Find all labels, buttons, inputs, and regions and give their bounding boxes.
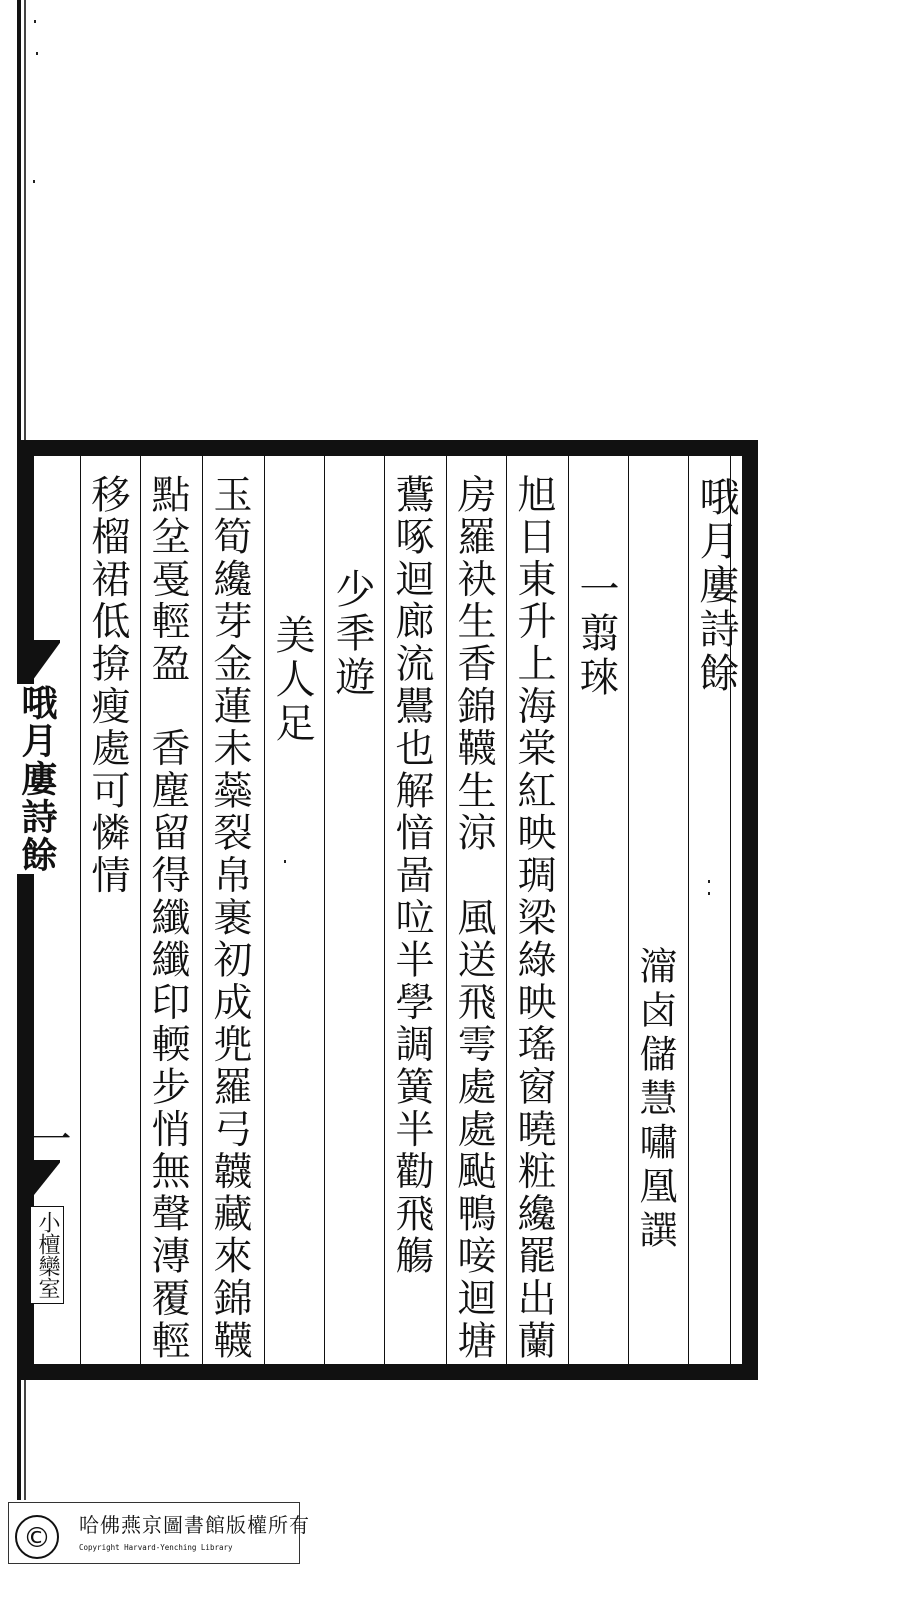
verse-line-5: 點坌戞輕盈 香塵留得纖纖印輭步悄無聲漙覆輕 (145, 474, 190, 1363)
copyright-chinese: 哈佛燕京圖書館版權所有 (79, 1513, 310, 1537)
column-rule (628, 456, 629, 1364)
column-rule (202, 456, 203, 1364)
studio-name: 小檀欒室 (30, 1206, 64, 1304)
centerfold-title: 哦月廔詩餘 (12, 684, 63, 874)
copyright-icon: © (15, 1515, 59, 1559)
column-rule (506, 456, 507, 1364)
verse-line-6: 移榴裙低揜瘦處可憐情 (85, 474, 130, 897)
column-rule (568, 456, 569, 1364)
column-rule (140, 456, 141, 1364)
verse-line-4: 玉筍纔芽金蓮未蘂裂帛裹初成兠羅弓韤藏來錦韈 (207, 474, 252, 1363)
verse-line-1: 旭日東升上海棠紅映琱梁綠映瑤窗曉粧纔罷出蘭 (511, 474, 556, 1363)
column-rule (264, 456, 265, 1364)
verse-line-2: 房羅袂生香錦韈生涼 風送飛雩處處颭鴨唼迴塘 (451, 474, 496, 1363)
column-rule (446, 456, 447, 1364)
column-rule (384, 456, 385, 1364)
text-frame (18, 440, 758, 1380)
copyright-english: Copyright Harvard-Yenching Library (79, 1543, 233, 1552)
poem-subject: 美人足 (269, 614, 315, 746)
column-rule (688, 456, 689, 1364)
column-rule (80, 456, 81, 1364)
author-line: 澝卤儲慧嘯凰譔 (633, 946, 677, 1254)
page-number: 一 (25, 1118, 71, 1158)
verse-line-3: 鷰啄迴廊流鷪也解愔啚㕸半學調簧半勸飛觴 (389, 474, 434, 1278)
tune-title-1: 一翦琜 (573, 568, 619, 700)
book-title: 哦月廔詩餘 (693, 476, 739, 696)
column-rule (324, 456, 325, 1364)
tune-title-2: 少秊遊 (329, 568, 375, 700)
centerfold (0, 0, 71, 1380)
copyright-stamp (8, 1502, 310, 1564)
